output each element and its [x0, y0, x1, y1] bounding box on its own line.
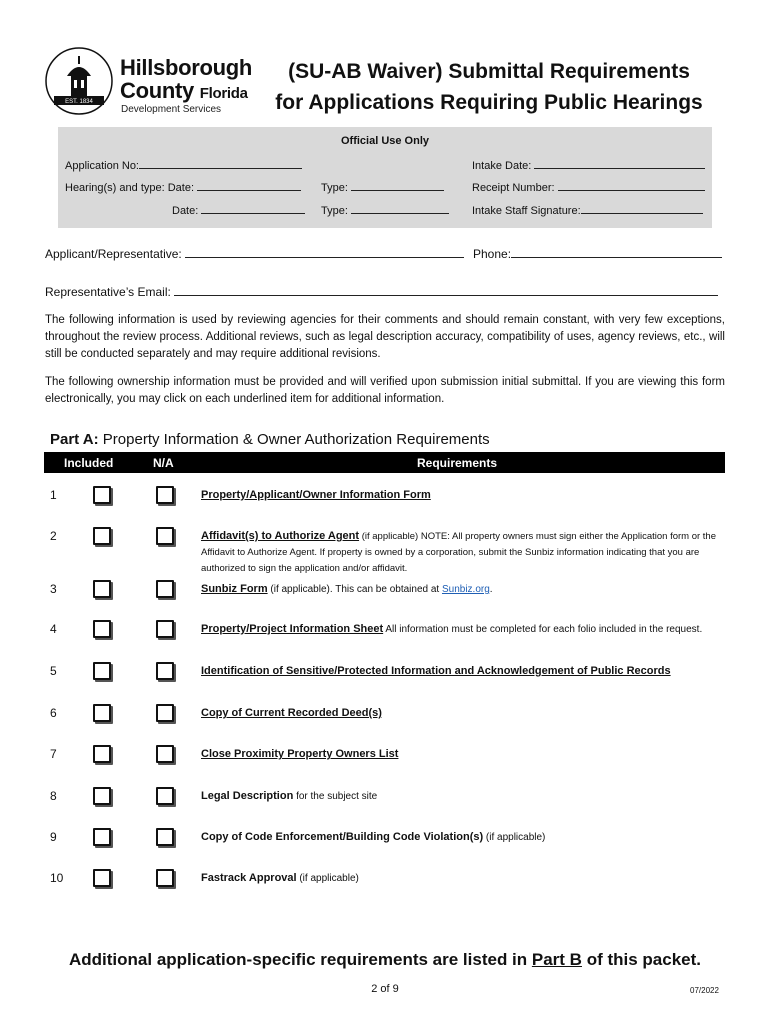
requirement-note: (if applicable) — [296, 873, 359, 884]
requirement-title[interactable]: Close Proximity Property Owners List — [201, 748, 399, 760]
requirement-note: (if applicable) NOTE: All property owners must sign either the Application form or the Affidavit to Authorize Agent. If property is owned by a corporation, submit the Sunbiz information indicating that you are authorized to sign the application and/or affidavit. — [201, 531, 716, 574]
official-use-title: Official Use Only — [340, 135, 430, 147]
na-checkbox[interactable] — [156, 486, 174, 504]
hearing-type-field[interactable]: Type: — [321, 180, 444, 194]
county-seal-logo — [44, 46, 114, 116]
requirement-text — [201, 581, 723, 598]
phone-field[interactable]: Phone: — [473, 247, 722, 261]
hearing-date2-field[interactable]: Date: — [172, 203, 305, 217]
requirement-title[interactable]: Property/Applicant/Owner Information Form — [201, 489, 431, 501]
part-b-note: Additional application-specific requirements are listed in Part B of this packet. — [69, 950, 701, 969]
col-included: Included — [64, 456, 114, 470]
row-number: 5 — [50, 664, 57, 678]
na-checkbox[interactable] — [156, 787, 174, 805]
requirement-text — [201, 746, 723, 763]
na-checkbox[interactable] — [156, 527, 174, 545]
included-checkbox[interactable] — [93, 486, 111, 504]
requirement-title[interactable]: Sunbiz Form — [201, 583, 268, 595]
requirement-text — [201, 528, 723, 577]
included-checkbox[interactable] — [93, 869, 111, 887]
receipt-number-field[interactable]: Receipt Number: — [472, 180, 705, 194]
requirement-title: Legal Description — [201, 790, 294, 802]
revision-date: 07/2022 — [690, 986, 719, 995]
brand-county: County — [120, 78, 194, 103]
requirement-text — [201, 788, 723, 805]
requirement-note: for the subject site — [293, 791, 378, 802]
included-checkbox[interactable] — [93, 704, 111, 722]
requirement-text — [201, 829, 723, 846]
requirement-title[interactable]: Property/Project Information Sheet — [201, 623, 384, 635]
intake-staff-signature-field[interactable]: Intake Staff Signature: — [472, 203, 703, 217]
row-number: 1 — [50, 488, 57, 502]
requirement-text — [201, 705, 723, 722]
na-checkbox[interactable] — [156, 662, 174, 680]
requirement-title[interactable]: Identification of Sensitive/Protected Information and Acknowledgement of Public Records — [201, 665, 671, 677]
requirement-title: Fastrack Approval — [201, 872, 297, 884]
row-number: 10 — [50, 871, 64, 885]
brand-department: Development Services — [121, 104, 222, 115]
requirement-title: Copy of Code Enforcement/Building Code Violation(s) — [201, 831, 484, 843]
brand-name-line1: Hillsborough — [120, 55, 253, 80]
application-no-field[interactable]: Application No: — [65, 158, 302, 172]
requirement-title[interactable]: Copy of Current Recorded Deed(s) — [201, 707, 382, 719]
included-checkbox[interactable] — [93, 527, 111, 545]
na-checkbox[interactable] — [156, 620, 174, 638]
na-checkbox[interactable] — [156, 580, 174, 598]
included-checkbox[interactable] — [93, 620, 111, 638]
na-checkbox[interactable] — [156, 828, 174, 846]
sunbiz-link[interactable]: Sunbiz.org — [441, 584, 490, 595]
na-checkbox[interactable] — [156, 704, 174, 722]
representative-email-field[interactable]: Representative’s Email: — [45, 285, 718, 299]
intro-paragraph-2: The following ownership information must be provided and will verified upon submission initial submittal. If you are viewing this form electronically, you may click on each underlined item for additional information. — [45, 376, 725, 405]
requirement-text — [201, 621, 723, 638]
requirement-text — [201, 487, 723, 504]
na-checkbox[interactable] — [156, 745, 174, 763]
logo-est-text: EST. 1834 — [65, 99, 93, 105]
intake-date-field[interactable]: Intake Date: — [472, 158, 705, 172]
requirement-text — [201, 663, 723, 680]
official-use-box — [58, 127, 712, 228]
requirement-note: All information must be completed for each folio included in the request. — [383, 624, 703, 635]
brand-name-line2 — [120, 79, 248, 106]
requirements-table-header — [44, 452, 725, 473]
row-number: 7 — [50, 747, 57, 761]
included-checkbox[interactable] — [93, 580, 111, 598]
included-checkbox[interactable] — [93, 787, 111, 805]
part-a-heading: Part A: Property Information & Owner Authorization Requirements — [50, 431, 490, 448]
row-number: 6 — [50, 706, 57, 720]
title-line2: for Applications Requiring Public Hearings — [275, 91, 703, 114]
col-requirements: Requirements — [417, 456, 498, 470]
row-number: 2 — [50, 529, 57, 543]
requirement-text — [201, 870, 723, 887]
row-number: 4 — [50, 622, 57, 636]
page-number: 2 of 9 — [371, 983, 399, 995]
hearing-date-field[interactable]: Hearing(s) and type: Date: — [65, 180, 301, 194]
title-line1: (SU-AB Waiver) Submittal Requirements — [288, 60, 690, 83]
na-checkbox[interactable] — [156, 869, 174, 887]
requirement-title[interactable]: Affidavit(s) to Authorize Agent — [201, 530, 360, 542]
applicant-representative-field[interactable]: Applicant/Representative: — [45, 247, 464, 261]
hearing-type2-field[interactable]: Type: — [321, 203, 449, 217]
intro-paragraph-1: The following information is used by reviewing agencies for their comments and should remain constant, with very few exceptions, throughout the review process. Additional reviews, such as legal description accuracy, compatibility of uses, agency reviews, etc., will still be conducted separately and may require additional revisions. — [45, 314, 725, 360]
included-checkbox[interactable] — [93, 745, 111, 763]
row-number: 3 — [50, 582, 57, 596]
requirement-note: (if applicable). This can be obtained at — [267, 584, 442, 595]
brand-state: Florida — [199, 85, 248, 102]
document-title — [264, 56, 714, 118]
included-checkbox[interactable] — [93, 828, 111, 846]
row-number: 9 — [50, 830, 57, 844]
col-na: N/A — [153, 456, 174, 470]
row-number: 8 — [50, 789, 57, 803]
part-b-link[interactable]: Part B — [531, 950, 582, 969]
requirement-note-end: . — [489, 584, 493, 595]
included-checkbox[interactable] — [93, 662, 111, 680]
requirement-note: (if applicable) — [483, 832, 546, 843]
